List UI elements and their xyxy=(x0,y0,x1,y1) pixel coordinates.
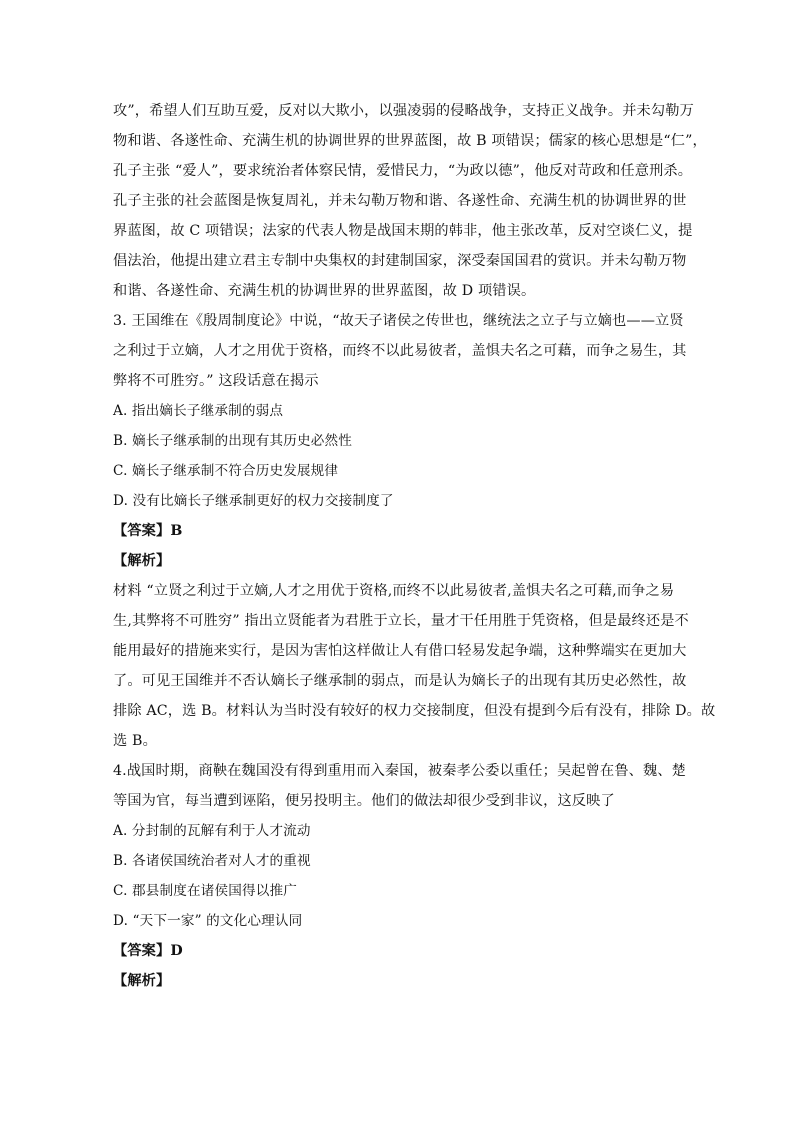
analysis-line: 孔子主张 “爱人”，要求统治者体察民情，爱惜民力，“为政以德”，他反对苛政和任意刑杀。 xyxy=(113,163,693,179)
option-d: D. “天下一家” 的文化心理认同 xyxy=(113,913,303,929)
question-stem-line: 等国为官，每当遭到诬陷，便另投明主。他们的做法却很少受到非议，这反映了 xyxy=(113,793,615,809)
analysis-line: 和谐、各遂性命、充满生机的协调世界的世界蓝图，故 D 项错误。 xyxy=(113,283,536,299)
analysis-line: 能用最好的措施来实行，是因为害怕这样做让人有借口轻易发起争端，这种弊端实在更加大 xyxy=(113,643,687,659)
document-page xyxy=(113,96,716,996)
answer-label: 【答案】D xyxy=(113,943,183,959)
question-stem-line: 弊将不可胜穷。” 这段话意在揭示 xyxy=(113,373,319,389)
analysis-line: 攻”，希望人们互助互爱，反对以大欺小，以强凌弱的侵略战争，支持正义战争。并未勾勒万 xyxy=(113,103,694,119)
option-a: A. 分封制的瓦解有利于人才流动 xyxy=(113,823,311,839)
option-c: C. 郡县制度在诸侯国得以推广 xyxy=(113,883,297,899)
option-c: C. 嫡长子继承制不符合历史发展规律 xyxy=(113,463,339,479)
question-stem-line: 3. 王国维在《殷周制度论》中说，“故天子诸侯之传世也，继统法之立子与立嫡也——立贤 xyxy=(113,313,684,329)
option-d: D. 没有比嫡长子继承制更好的权力交接制度了 xyxy=(113,493,394,509)
question-3 xyxy=(113,306,716,756)
analysis-label: 【解析】 xyxy=(113,553,171,569)
question-stem-line: 4.战国时期，商鞅在魏国没有得到重用而入秦国，被秦孝公委以重任；吴起曾在鲁、魏、楚 xyxy=(113,763,687,779)
analysis-line: 倡法治，他提出建立君主专制中央集权的封建制国家，深受秦国国君的赏识。并未勾勒万物 xyxy=(113,253,687,269)
analysis-line: 界蓝图，故 C 项错误；法家的代表人物是战国末期的韩非，他主张改革，反对空谈仁义，提 xyxy=(113,223,693,239)
analysis-line: 材料 “立贤之利过于立嫡,人才之用优于资格,而终不以此易彼者,盖惧夫名之可藉,而争之易 xyxy=(113,583,675,599)
q2-analysis-continuation xyxy=(113,96,707,306)
option-b: B. 嫡长子继承制的出现有其历史必然性 xyxy=(113,433,352,449)
analysis-line: 选 B。 xyxy=(113,733,157,749)
question-4 xyxy=(113,756,698,996)
analysis-line: 孔子主张的社会蓝图是恢复周礼，并未勾勒万物和谐、各遂性命、充满生机的协调世界的世 xyxy=(113,193,687,209)
analysis-line: 了。可见王国维并不否认嫡长子继承制的弱点，而是认为嫡长子的出现有其历史必然性，故 xyxy=(113,673,687,689)
answer-label: 【答案】B xyxy=(113,523,183,539)
analysis-line: 生,其弊将不可胜穷” 指出立贤能者为君胜于立长，量才干任用胜于凭资格，但是最终还是不 xyxy=(113,613,689,629)
analysis-line: 物和谐、各遂性命、充满生机的协调世界的世界蓝图，故 B 项错误；儒家的核心思想是“仁”， xyxy=(113,133,707,149)
question-stem-line: 之利过于立嫡，人才之用优于资格，而终不以此易彼者，盖惧夫名之可藉，而争之易生，其 xyxy=(113,343,687,359)
option-a: A. 指出嫡长子继承制的弱点 xyxy=(113,403,284,419)
option-b: B. 各诸侯国统治者对人才的重视 xyxy=(113,853,311,869)
analysis-line: 排除 AC，选 B。材料认为当时没有较好的权力交接制度，但没有提到今后有没有，排除 D。故 xyxy=(113,703,716,719)
analysis-label: 【解析】 xyxy=(113,973,171,989)
